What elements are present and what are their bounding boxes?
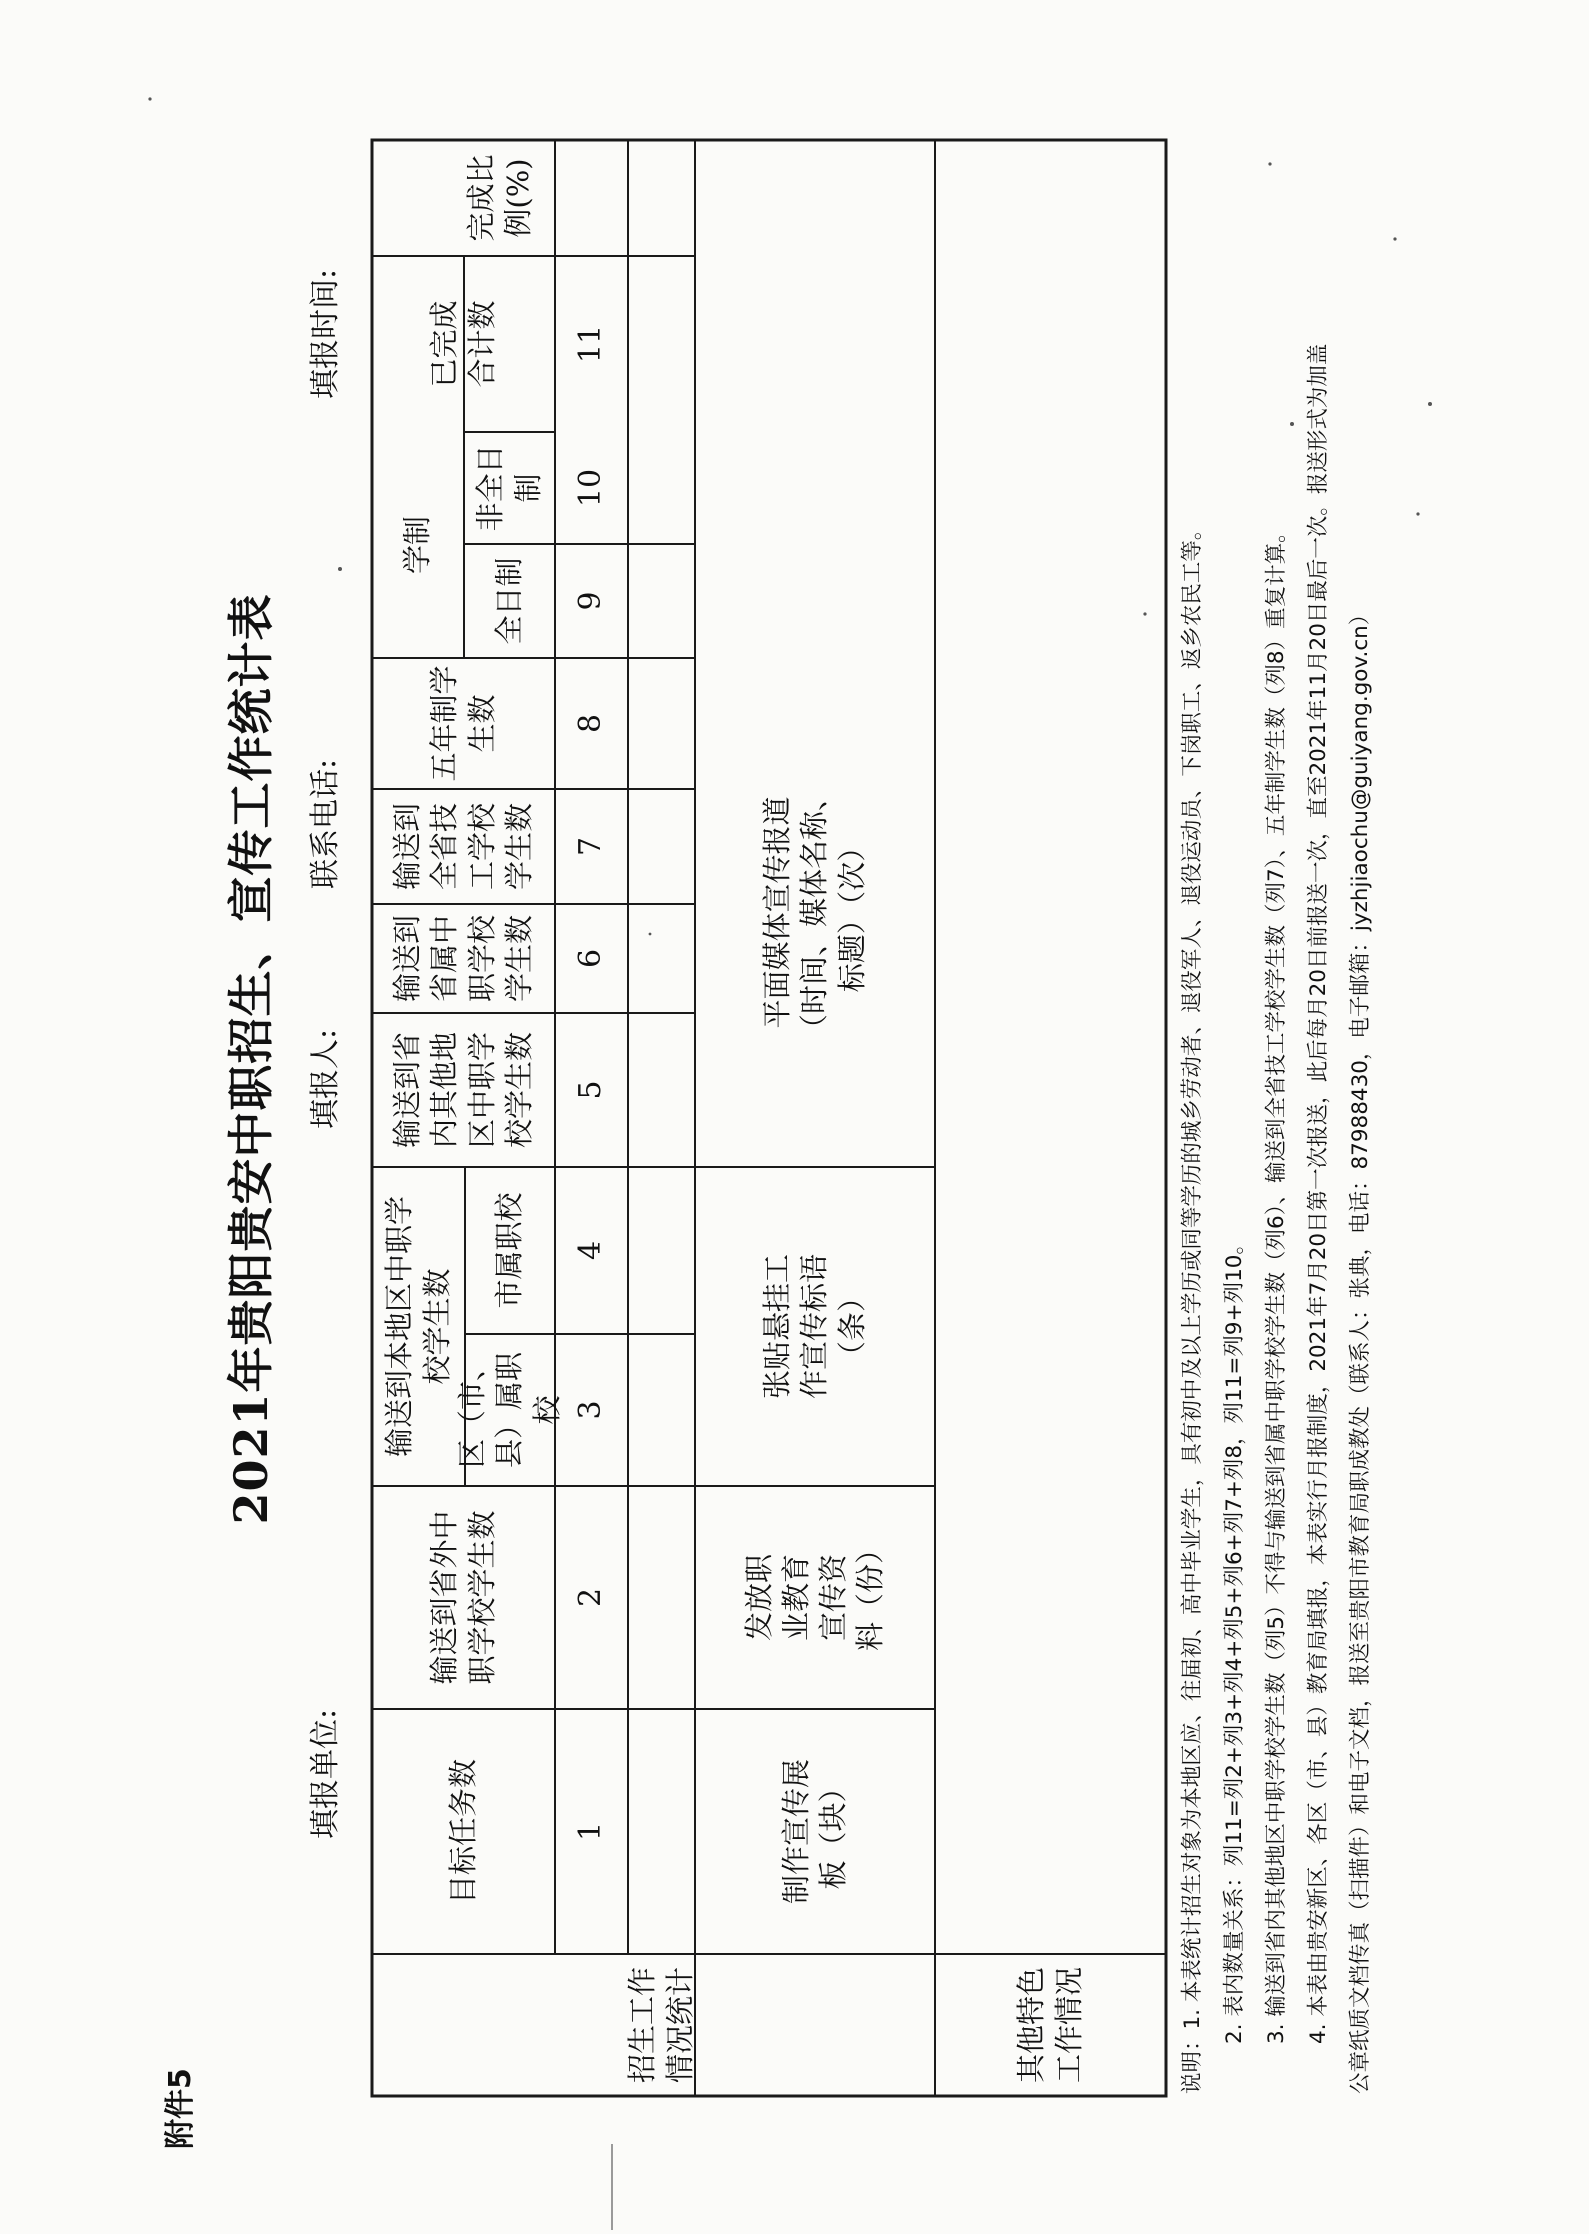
column-number-1: 1 (573, 1821, 609, 1842)
section-special-work-label: 其他特色工作情况 (1014, 1967, 1086, 2084)
column-number-7: 7 (573, 836, 609, 857)
materials-label: 发放职业教育宣传资料（份） (741, 1534, 888, 1651)
column-number-8: 8 (573, 713, 609, 734)
notes-section (0, 94, 1589, 2094)
header-technical-schools: 输送到全省技工学校学生数 (390, 803, 536, 891)
note-line-5: 公章纸质文档传真（扫描件）和电子文档，报送至贵阳市教育局职成教处（联系人：张典，电话：87988430，电子邮箱：jyzhjiaochu@guiyang.gov.cn） (1348, 603, 1373, 2094)
column-number-5: 5 (573, 1080, 609, 1100)
fill-time-label: 填报时间: (308, 268, 343, 399)
header-full-time: 全日制 (491, 557, 526, 645)
boards-label: 制作宣传展板（块） (778, 1759, 850, 1905)
column-number-11: 11 (573, 324, 609, 364)
header-target-tasks: 目标任务数 (445, 1759, 480, 1905)
contact-phone-label: 联系电话: (308, 758, 343, 889)
header-completed-total: 已完成合计数 (427, 300, 499, 388)
note-line-1: 说明：1. 本表统计招生对象为本地区应、往届初、高中毕业学生，具有初中及以上学历或同等学历的城乡劳动者、退役军人、退役运动员、下岗职工、返乡农民工等。 (1180, 518, 1205, 2094)
media-reports-label: 平面媒体宣传报道（时间、媒体名称、标题）（次） (760, 782, 869, 1044)
note-line-4: 4. 本表由贵安新区、各区（市、县）教育局填报，本表实行月报制度，2021年7月20日第一次报送，此后每月20日前报送一次，直至2021年11月20日最后一次。报送形式为加盖 (1306, 343, 1331, 2044)
section-enrollment-label: 招生工作情况统计 (625, 1967, 697, 2084)
header-provincial-schools: 输送到省属中职学校学生数 (390, 915, 536, 1003)
column-number-2: 2 (573, 1587, 609, 1608)
header-part-time: 非全日制 (473, 444, 545, 532)
header-out-of-province: 输送到省外中职学校学生数 (427, 1510, 499, 1685)
column-number-3: 3 (573, 1400, 609, 1420)
header-five-year: 五年制学生数 (427, 665, 499, 782)
note-line-3: 3. 输送到省内其他地区中职学校学生数（列5）不得与输送到省属中职学校学生数（列6）、输送到全省技工学校学生数（列7）、五年制学生数（列8）重复计算。 (1264, 521, 1289, 2044)
banners-label: 张贴悬挂工作宣传标语（条） (760, 1254, 869, 1400)
header-district-schools: 区（市、县）属职校 (455, 1352, 564, 1469)
header-city-schools: 市属职校 (492, 1192, 527, 1309)
fill-person-label: 填报人: (308, 1028, 343, 1129)
attachment-label: 附件5 (163, 2068, 198, 2149)
header-other-regions: 输送到省内其他地区中职学校学生数 (390, 1032, 536, 1149)
header-local-schools-group: 输送到本地区中职学校学生数 (382, 1196, 454, 1458)
header-schooling-system: 学制 (400, 516, 435, 575)
fill-unit-label: 填报单位: (308, 1708, 343, 1839)
note-line-2: 2. 表内数量关系：列11=列2+列3+列4+列5+列6+列7+列8，列11=列9+列10。 (1222, 1233, 1247, 2044)
header-completion-rate: 完成比例(%) (463, 154, 535, 242)
column-number-9: 9 (573, 591, 609, 611)
page-title: 2021年贵阳贵安中职招生、宣传工作统计表 (224, 593, 278, 1525)
column-number-6: 6 (573, 948, 609, 969)
column-number-10: 10 (573, 468, 609, 508)
column-number-4: 4 (573, 1240, 609, 1261)
